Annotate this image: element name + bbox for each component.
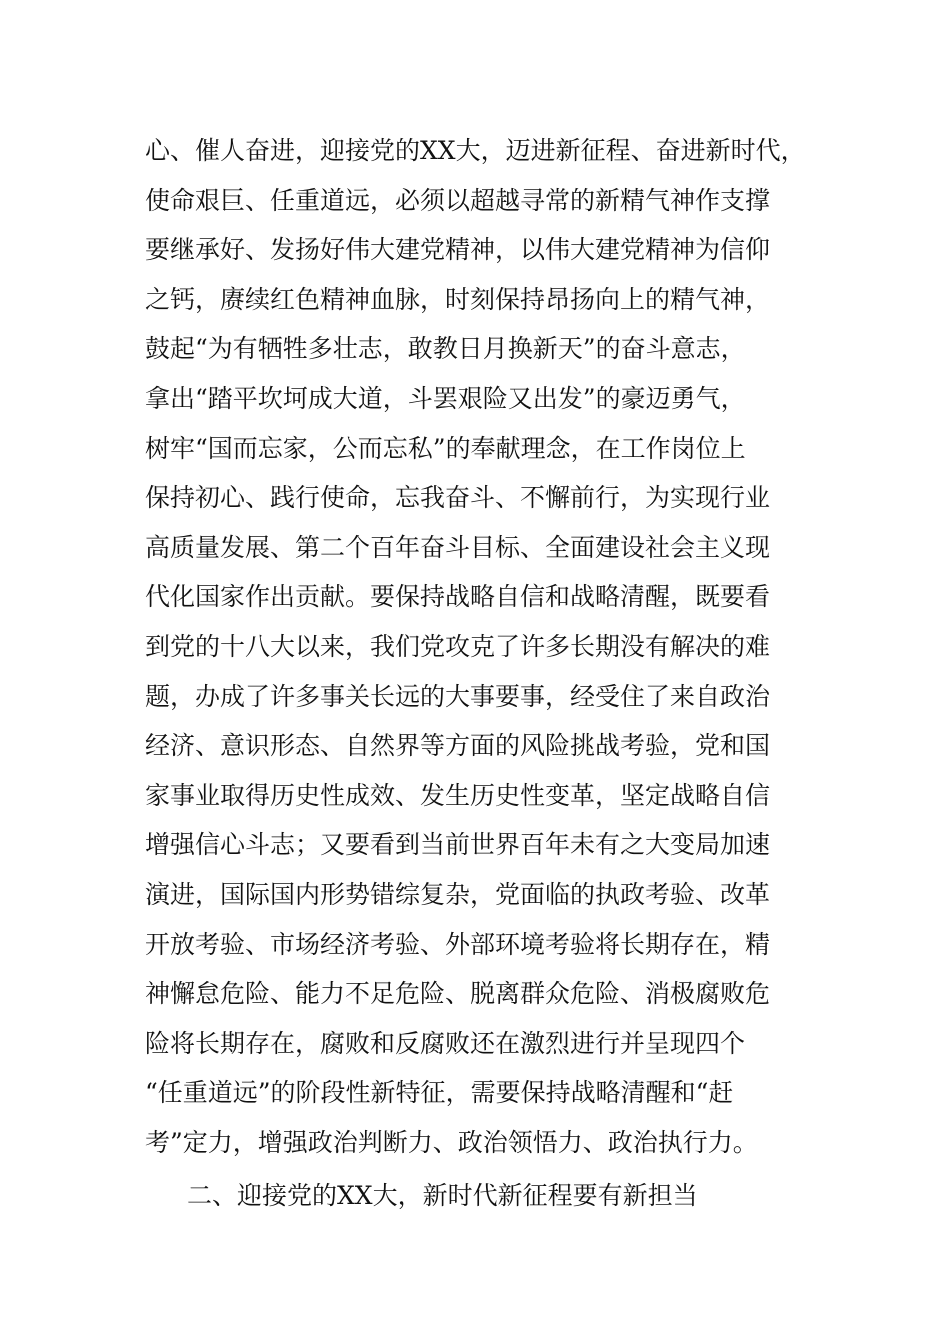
section-heading: 二、迎接党的XX大，新时代新征程要有新担当 bbox=[187, 1181, 698, 1210]
text-line: 增强信心斗志；又要看到当前世界百年未有之大变局加速 bbox=[145, 830, 771, 860]
text-line: 鼓起“为有牺牲多壮志，敢教日月换新天”的奋斗意志， bbox=[145, 334, 746, 364]
text-line: 心、催人奋进，迎接党的XX大，迈进新征程、奋进新时代， bbox=[145, 136, 806, 165]
text-line: 树牢“国而忘家，公而忘私”的奉献理念，在工作岗位上 bbox=[145, 433, 746, 463]
text-line: 演进，国际国内形势错综复杂，党面临的执政考验、改革 bbox=[145, 879, 771, 909]
text-line: 考”定力，增强政治判断力、政治领悟力、政治执行力。 bbox=[145, 1127, 758, 1157]
text-line: 使命艰巨、任重道远，必须以超越寻常的新精气神作支撑 bbox=[145, 185, 771, 215]
text-line: 题，办成了许多事关长远的大事要事，经受住了来自政治 bbox=[145, 681, 771, 711]
text-line: 之钙，赓续红色精神血脉，时刻保持昂扬向上的精气神， bbox=[145, 284, 771, 314]
text-line: 拿出“踏平坎坷成大道，斗罢艰险又出发”的豪迈勇气， bbox=[145, 383, 746, 413]
text-line: 家事业取得历史性成效、发生历史性变革，坚定战略自信 bbox=[145, 780, 771, 810]
text-line: 高质量发展、第二个百年奋斗目标、全面建设社会主义现 bbox=[145, 532, 771, 562]
body-paragraph bbox=[145, 126, 825, 1167]
text-line: 要继承好、发扬好伟大建党精神，以伟大建党精神为信仰 bbox=[145, 235, 771, 265]
text-line: 经济、意识形态、自然界等方面的风险挑战考验，党和国 bbox=[145, 731, 771, 761]
text-line: “任重道远”的阶段性新特征，需要保持战略清醒和“赶 bbox=[145, 1078, 734, 1108]
text-line: 险将长期存在，腐败和反腐败还在激烈进行并呈现四个 bbox=[145, 1028, 746, 1058]
text-line: 神懈怠危险、能力不足危险、脱离群众危险、消极腐败危 bbox=[145, 979, 771, 1009]
text-line: 开放考验、市场经济考验、外部环境考验将长期存在，精 bbox=[145, 929, 771, 959]
text-line: 保持初心、践行使命，忘我奋斗、不懈前行，为实现行业 bbox=[145, 483, 771, 513]
text-line: 到党的十八大以来，我们党攻克了许多长期没有解决的难 bbox=[145, 631, 771, 661]
text-line: 代化国家作出贡献。要保持战略自信和战略清醒，既要看 bbox=[145, 582, 771, 612]
